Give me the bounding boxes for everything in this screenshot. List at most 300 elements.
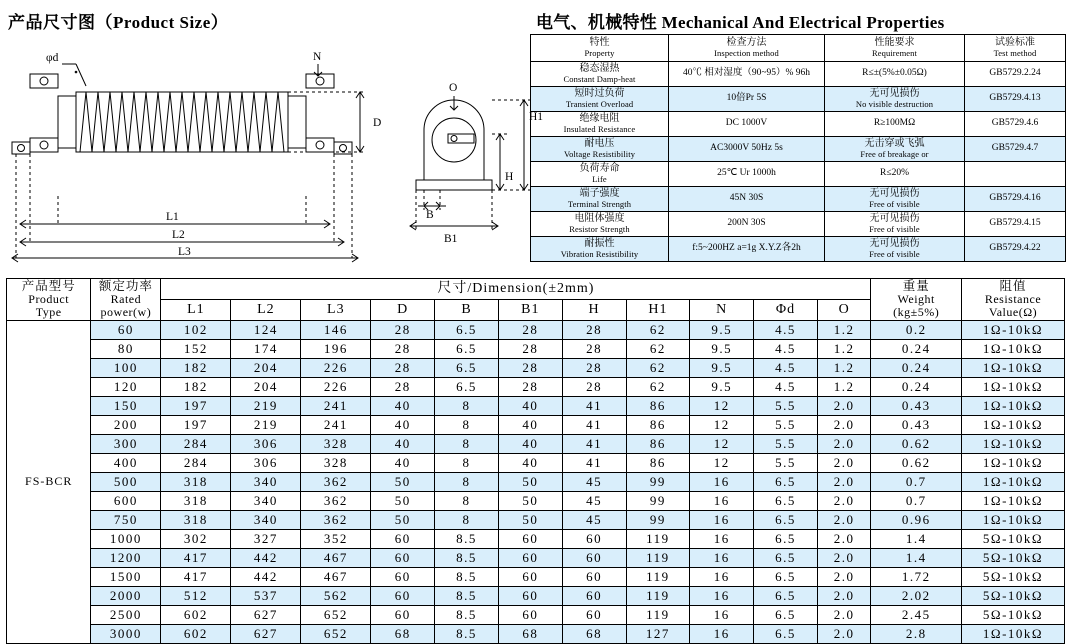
cell-l1: 302 xyxy=(161,529,231,548)
cell-o: 1.2 xyxy=(817,358,871,377)
cell-l1: 102 xyxy=(161,320,231,339)
cell-weight: 0.43 xyxy=(871,415,962,434)
table-row xyxy=(531,162,1066,187)
cell-b1: 60 xyxy=(498,567,562,586)
table-row xyxy=(7,491,1065,510)
cell-h1: 62 xyxy=(626,339,690,358)
cell-l3: 362 xyxy=(301,510,371,529)
header-col-n: N xyxy=(690,299,754,320)
property-name: 稳态湿热 Constant Damp-heat xyxy=(531,62,669,87)
header-model: 产品型号 Product Type xyxy=(7,279,91,321)
cell-d: 50 xyxy=(371,510,435,529)
cell-h: 41 xyxy=(562,396,626,415)
cell-l1: 284 xyxy=(161,434,231,453)
cell-weight: 0.96 xyxy=(871,510,962,529)
cell-d: 50 xyxy=(371,491,435,510)
cell-b: 8.5 xyxy=(435,548,499,567)
cell-weight: 0.7 xyxy=(871,491,962,510)
cell-o: 1.2 xyxy=(817,377,871,396)
cell-l3: 362 xyxy=(301,491,371,510)
cell-l1: 318 xyxy=(161,510,231,529)
cell-phid: 5.5 xyxy=(754,434,818,453)
cell-o: 1.2 xyxy=(817,320,871,339)
cell-h1: 86 xyxy=(626,434,690,453)
cell-weight: 1.72 xyxy=(871,567,962,586)
table-row xyxy=(531,187,1066,212)
table-row xyxy=(7,548,1065,567)
cell-l2: 204 xyxy=(231,358,301,377)
cell-o: 2.0 xyxy=(817,434,871,453)
cell-phid: 4.5 xyxy=(754,358,818,377)
cell-h: 60 xyxy=(562,605,626,624)
cell-resistance: 5Ω-10kΩ xyxy=(961,605,1064,624)
cell-n: 16 xyxy=(690,548,754,567)
properties-header-requirement xyxy=(825,35,965,62)
cell-o: 2.0 xyxy=(817,586,871,605)
cell-power: 100 xyxy=(91,358,161,377)
properties-header-standard xyxy=(965,35,1066,62)
cell-l3: 362 xyxy=(301,472,371,491)
header-resistance: 阻值 Resistance Value(Ω) xyxy=(961,279,1064,321)
header-col-b: B xyxy=(435,299,499,320)
cell-n: 16 xyxy=(690,510,754,529)
cell-h1: 119 xyxy=(626,529,690,548)
cell-b: 8.5 xyxy=(435,586,499,605)
cell-d: 60 xyxy=(371,567,435,586)
label-L2: L2 xyxy=(172,229,185,241)
cell-power: 500 xyxy=(91,472,161,491)
cell-b1: 28 xyxy=(498,320,562,339)
cell-power: 300 xyxy=(91,434,161,453)
cell-phid: 4.5 xyxy=(754,339,818,358)
page-title-product-size: 产品尺寸图（Product Size） xyxy=(8,13,229,32)
property-standard: GB5729.4.15 xyxy=(965,212,1066,237)
table-row xyxy=(531,212,1066,237)
cell-resistance: 1Ω-10kΩ xyxy=(961,510,1064,529)
cell-l2: 340 xyxy=(231,510,301,529)
cell-h: 28 xyxy=(562,377,626,396)
drawing-svg xyxy=(0,34,544,270)
property-method: 40℃ 相对湿度（90~95）% 96h xyxy=(669,62,825,87)
cell-h: 41 xyxy=(562,453,626,472)
cell-power: 1200 xyxy=(91,548,161,567)
cell-l1: 602 xyxy=(161,605,231,624)
header-cn: 特性 xyxy=(589,37,610,49)
cell-o: 2.0 xyxy=(817,624,871,643)
cell-l2: 340 xyxy=(231,491,301,510)
property-method: DC 1000V xyxy=(669,112,825,137)
cell-b1: 60 xyxy=(498,529,562,548)
header-en: Property xyxy=(584,47,615,58)
cell-o: 2.0 xyxy=(817,491,871,510)
cell-h: 60 xyxy=(562,567,626,586)
cell-phid: 4.5 xyxy=(754,320,818,339)
cell-l3: 652 xyxy=(301,605,371,624)
header-en: Inspection method xyxy=(714,47,779,58)
label-L3: L3 xyxy=(178,246,191,258)
cell-h: 28 xyxy=(562,320,626,339)
cell-weight: 0.24 xyxy=(871,358,962,377)
property-name: 负荷寿命 Life xyxy=(531,162,669,187)
cell-l2: 327 xyxy=(231,529,301,548)
cell-b1: 28 xyxy=(498,339,562,358)
cell-phid: 6.5 xyxy=(754,548,818,567)
table-row xyxy=(7,586,1065,605)
cell-l2: 442 xyxy=(231,567,301,586)
header-cn: 检查方法 xyxy=(726,37,767,49)
cell-o: 2.0 xyxy=(817,548,871,567)
header-col-h: H xyxy=(562,299,626,320)
cell-h: 45 xyxy=(562,472,626,491)
cell-l3: 562 xyxy=(301,586,371,605)
cell-b: 8.5 xyxy=(435,567,499,586)
cell-l3: 328 xyxy=(301,434,371,453)
cell-power: 1000 xyxy=(91,529,161,548)
cell-d: 60 xyxy=(371,548,435,567)
cell-o: 2.0 xyxy=(817,396,871,415)
cell-o: 2.0 xyxy=(817,453,871,472)
cell-resistance: 1Ω-10kΩ xyxy=(961,472,1064,491)
property-requirement: R≤±(5%±0.05Ω) xyxy=(825,62,965,87)
cell-l3: 226 xyxy=(301,377,371,396)
cell-weight: 1.4 xyxy=(871,548,962,567)
cell-n: 16 xyxy=(690,472,754,491)
header-col-l3: L3 xyxy=(301,299,371,320)
property-requirement: R≥100MΩ xyxy=(825,112,965,137)
label-phi-d: φd xyxy=(46,52,59,64)
label-N: N xyxy=(313,51,322,63)
label-B: B xyxy=(426,209,434,221)
cell-h1: 119 xyxy=(626,548,690,567)
cell-weight: 0.2 xyxy=(871,320,962,339)
label-H1: H1 xyxy=(529,111,544,123)
cell-b: 8 xyxy=(435,472,499,491)
table-row xyxy=(531,87,1066,112)
cell-n: 16 xyxy=(690,624,754,643)
property-standard: GB5729.4.6 xyxy=(965,112,1066,137)
cell-l2: 219 xyxy=(231,415,301,434)
cell-weight: 0.7 xyxy=(871,472,962,491)
cell-l3: 467 xyxy=(301,548,371,567)
cell-l1: 318 xyxy=(161,491,231,510)
cell-n: 9.5 xyxy=(690,320,754,339)
cell-weight: 2.02 xyxy=(871,586,962,605)
cell-h1: 119 xyxy=(626,605,690,624)
cell-h1: 62 xyxy=(626,358,690,377)
cell-n: 16 xyxy=(690,491,754,510)
cell-l3: 241 xyxy=(301,396,371,415)
cell-phid: 4.5 xyxy=(754,377,818,396)
header-rated-power: 额定功率 Rated power(w) xyxy=(91,279,161,321)
cell-l2: 124 xyxy=(231,320,301,339)
cell-resistance: 5Ω-10kΩ xyxy=(961,548,1064,567)
cell-phid: 6.5 xyxy=(754,624,818,643)
cell-l2: 306 xyxy=(231,434,301,453)
header-col-l1: L1 xyxy=(161,299,231,320)
label-O: O xyxy=(449,82,458,94)
cell-l2: 306 xyxy=(231,453,301,472)
page-title-properties: 电气、机械特性 Mechanical And Electrical Properties xyxy=(536,13,945,32)
cell-b1: 28 xyxy=(498,358,562,377)
property-method: f:5~200HZ a=1g X.Y.Z各2h xyxy=(669,237,825,262)
cell-l1: 512 xyxy=(161,586,231,605)
cell-h1: 62 xyxy=(626,377,690,396)
cell-h1: 119 xyxy=(626,567,690,586)
cell-l2: 174 xyxy=(231,339,301,358)
label-D: D xyxy=(373,117,382,129)
cell-phid: 6.5 xyxy=(754,491,818,510)
cell-phid: 5.5 xyxy=(754,396,818,415)
cell-l2: 219 xyxy=(231,396,301,415)
electrical-properties-table xyxy=(530,34,1066,262)
cell-d: 40 xyxy=(371,453,435,472)
cell-resistance: 1Ω-10kΩ xyxy=(961,434,1064,453)
table-row xyxy=(7,339,1065,358)
table-row xyxy=(7,415,1065,434)
cell-d: 28 xyxy=(371,339,435,358)
header-col-d: D xyxy=(371,299,435,320)
label-H: H xyxy=(505,171,514,183)
dimension-header-row-1 xyxy=(7,279,1065,300)
cell-resistance: 1Ω-10kΩ xyxy=(961,453,1064,472)
cell-b: 8 xyxy=(435,415,499,434)
cell-h1: 127 xyxy=(626,624,690,643)
property-name: 短时过负荷 Transient Overload xyxy=(531,87,669,112)
table-row xyxy=(7,396,1065,415)
cell-b1: 28 xyxy=(498,377,562,396)
cell-n: 9.5 xyxy=(690,358,754,377)
property-method: 10倍Pr 5S xyxy=(669,87,825,112)
table-row xyxy=(7,605,1065,624)
cell-weight: 2.8 xyxy=(871,624,962,643)
cell-n: 12 xyxy=(690,434,754,453)
table-row xyxy=(7,567,1065,586)
header-col-o: O xyxy=(817,299,871,320)
cell-weight: 0.24 xyxy=(871,377,962,396)
cell-l1: 197 xyxy=(161,415,231,434)
cell-h: 45 xyxy=(562,491,626,510)
cell-b: 6.5 xyxy=(435,339,499,358)
cell-b1: 50 xyxy=(498,491,562,510)
cell-n: 9.5 xyxy=(690,339,754,358)
property-method: AC3000V 50Hz 5s xyxy=(669,137,825,162)
electrical-properties-table-wrap xyxy=(530,34,1065,262)
cell-d: 60 xyxy=(371,529,435,548)
cell-h1: 119 xyxy=(626,586,690,605)
header-en: Test method xyxy=(993,47,1037,58)
cell-power: 600 xyxy=(91,491,161,510)
cell-b1: 40 xyxy=(498,434,562,453)
cell-l2: 627 xyxy=(231,605,301,624)
cell-l3: 226 xyxy=(301,358,371,377)
header-col-b1: B1 xyxy=(498,299,562,320)
property-name: 端子强度 Terminal Strength xyxy=(531,187,669,212)
table-row xyxy=(7,453,1065,472)
cell-o: 2.0 xyxy=(817,415,871,434)
cell-b1: 68 xyxy=(498,624,562,643)
cell-n: 12 xyxy=(690,396,754,415)
property-standard: GB5729.2.24 xyxy=(965,62,1066,87)
cell-h1: 86 xyxy=(626,453,690,472)
cell-o: 2.0 xyxy=(817,472,871,491)
cell-h: 60 xyxy=(562,586,626,605)
label-B1: B1 xyxy=(444,233,458,245)
cell-h1: 99 xyxy=(626,491,690,510)
cell-phid: 6.5 xyxy=(754,586,818,605)
header-cn: 性能要求 xyxy=(874,37,915,49)
cell-power: 120 xyxy=(91,377,161,396)
cell-l1: 152 xyxy=(161,339,231,358)
cell-b1: 50 xyxy=(498,510,562,529)
table-row xyxy=(531,237,1066,262)
cell-o: 1.2 xyxy=(817,339,871,358)
table-row xyxy=(7,624,1065,643)
cell-b: 8.5 xyxy=(435,624,499,643)
cell-d: 28 xyxy=(371,358,435,377)
header-en: Requirement xyxy=(871,47,917,58)
cell-l2: 627 xyxy=(231,624,301,643)
property-requirement: 无击穿或飞弧 Free of breakage or xyxy=(825,137,965,162)
cell-l3: 146 xyxy=(301,320,371,339)
cell-b: 8.5 xyxy=(435,529,499,548)
cell-phid: 5.5 xyxy=(754,453,818,472)
property-method: 25℃ Ur 1000h xyxy=(669,162,825,187)
property-standard: GB5729.4.7 xyxy=(965,137,1066,162)
property-name: 绝缘电阻 Insulated Resistance xyxy=(531,112,669,137)
cell-h: 28 xyxy=(562,358,626,377)
cell-l1: 417 xyxy=(161,567,231,586)
cell-phid: 5.5 xyxy=(754,415,818,434)
cell-h1: 99 xyxy=(626,472,690,491)
cell-b1: 60 xyxy=(498,548,562,567)
table-row xyxy=(7,510,1065,529)
cell-phid: 6.5 xyxy=(754,567,818,586)
header-col-phid: Φd xyxy=(754,299,818,320)
cell-resistance: 1Ω-10kΩ xyxy=(961,339,1064,358)
cell-l3: 328 xyxy=(301,453,371,472)
dimension-table-wrap xyxy=(6,278,1065,644)
cell-resistance: 1Ω-10kΩ xyxy=(961,415,1064,434)
cell-power: 2000 xyxy=(91,586,161,605)
cell-l2: 442 xyxy=(231,548,301,567)
property-name: 耐振性 Vibration Resistibility xyxy=(531,237,669,262)
table-row xyxy=(7,377,1065,396)
cell-n: 12 xyxy=(690,415,754,434)
cell-b1: 40 xyxy=(498,453,562,472)
cell-b1: 60 xyxy=(498,586,562,605)
table-row xyxy=(531,62,1066,87)
cell-b: 8 xyxy=(435,491,499,510)
header-weight: 重量 Weight (kg±5%) xyxy=(871,279,962,321)
cell-o: 2.0 xyxy=(817,605,871,624)
cell-h: 60 xyxy=(562,529,626,548)
property-requirement: 无可见损伤 Free of visible xyxy=(825,212,965,237)
cell-l1: 182 xyxy=(161,377,231,396)
cell-power: 2500 xyxy=(91,605,161,624)
cell-resistance: 1Ω-10kΩ xyxy=(961,358,1064,377)
cell-h1: 62 xyxy=(626,320,690,339)
product-dimension-drawing xyxy=(0,34,544,264)
cell-d: 68 xyxy=(371,624,435,643)
cell-resistance: 5Ω-10kΩ xyxy=(961,567,1064,586)
cell-b1: 40 xyxy=(498,415,562,434)
cell-l2: 537 xyxy=(231,586,301,605)
cell-phid: 6.5 xyxy=(754,605,818,624)
cell-power: 60 xyxy=(91,320,161,339)
cell-power: 750 xyxy=(91,510,161,529)
cell-phid: 6.5 xyxy=(754,472,818,491)
cell-power: 150 xyxy=(91,396,161,415)
cell-h1: 86 xyxy=(626,396,690,415)
model-cell: FS-BCR xyxy=(7,320,91,643)
cell-h: 41 xyxy=(562,434,626,453)
table-row xyxy=(7,529,1065,548)
cell-h: 28 xyxy=(562,339,626,358)
table-row xyxy=(7,358,1065,377)
cell-power: 400 xyxy=(91,453,161,472)
cell-o: 2.0 xyxy=(817,510,871,529)
cell-b1: 60 xyxy=(498,605,562,624)
property-name: 耐电压 Voltage Resistibility xyxy=(531,137,669,162)
cell-b1: 40 xyxy=(498,396,562,415)
table-row xyxy=(531,112,1066,137)
cell-d: 40 xyxy=(371,415,435,434)
property-requirement: R≤20% xyxy=(825,162,965,187)
property-standard: GB5729.4.22 xyxy=(965,237,1066,262)
header-cn: 试验标准 xyxy=(995,37,1035,49)
cell-power: 200 xyxy=(91,415,161,434)
cell-weight: 0.43 xyxy=(871,396,962,415)
table-row xyxy=(7,472,1065,491)
cell-h: 45 xyxy=(562,510,626,529)
cell-h1: 86 xyxy=(626,415,690,434)
cell-l3: 196 xyxy=(301,339,371,358)
cell-h: 41 xyxy=(562,415,626,434)
cell-l1: 417 xyxy=(161,548,231,567)
cell-l1: 197 xyxy=(161,396,231,415)
cell-power: 80 xyxy=(91,339,161,358)
cell-resistance: 1Ω-10kΩ xyxy=(961,377,1064,396)
cell-resistance: 5Ω-10kΩ xyxy=(961,586,1064,605)
cell-b: 8.5 xyxy=(435,605,499,624)
cell-b: 8 xyxy=(435,434,499,453)
cell-h1: 99 xyxy=(626,510,690,529)
property-requirement: 无可见损伤 Free of visible xyxy=(825,237,965,262)
property-standard xyxy=(965,162,1066,187)
header-col-h1: H1 xyxy=(626,299,690,320)
cell-power: 1500 xyxy=(91,567,161,586)
properties-header-row xyxy=(531,35,1066,62)
cell-l3: 352 xyxy=(301,529,371,548)
cell-l1: 182 xyxy=(161,358,231,377)
cell-o: 2.0 xyxy=(817,567,871,586)
cell-l1: 284 xyxy=(161,453,231,472)
cell-n: 16 xyxy=(690,605,754,624)
table-row xyxy=(7,434,1065,453)
cell-l2: 204 xyxy=(231,377,301,396)
cell-d: 60 xyxy=(371,605,435,624)
cell-resistance: 5Ω-10kΩ xyxy=(961,529,1064,548)
properties-header-property xyxy=(531,35,669,62)
cell-n: 16 xyxy=(690,529,754,548)
property-method: 45N 30S xyxy=(669,187,825,212)
cell-b: 8 xyxy=(435,396,499,415)
cell-o: 2.0 xyxy=(817,529,871,548)
cell-l1: 318 xyxy=(161,472,231,491)
cell-weight: 0.24 xyxy=(871,339,962,358)
cell-l3: 467 xyxy=(301,567,371,586)
cell-n: 9.5 xyxy=(690,377,754,396)
